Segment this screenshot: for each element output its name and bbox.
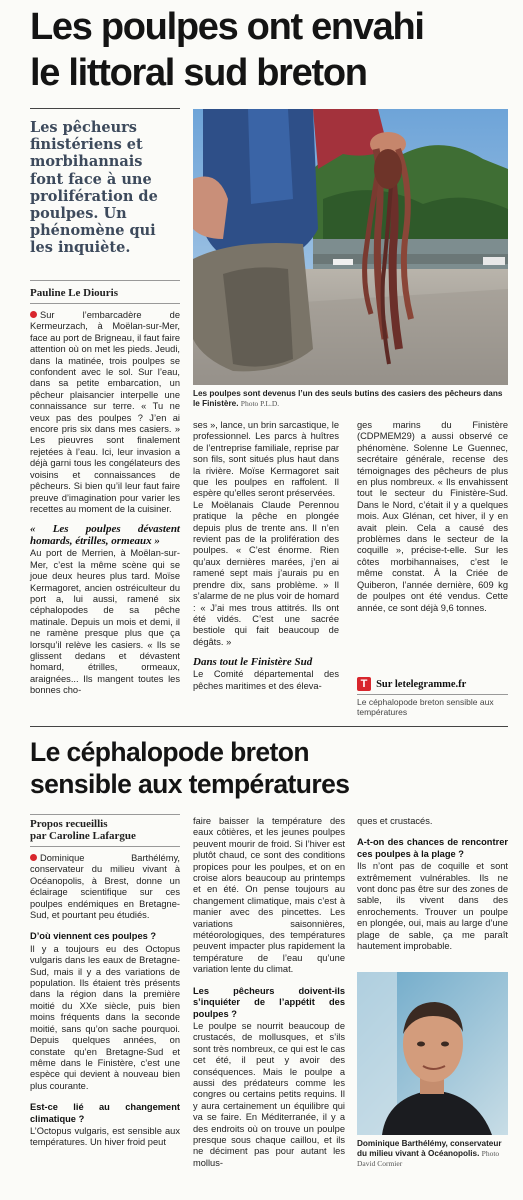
web-promo-text: Le céphalopode breton sensible aux températures [357,697,494,717]
author-rule-bottom [30,303,180,304]
secondary-headline-line-1: Le céphalopode breton [30,737,309,767]
article1-paragraph-5: Le Comité départemental des pêches maritimes et des éleva- [193,669,339,691]
portrait-photo [357,972,508,1135]
byline [30,818,136,842]
article1-paragraph-2: Au port de Merrien, à Moëlan-sur-Mer, c’est la même scène qui se joue deux heures plus tard. Moïse Kermagoret, ancien ostréiculteur du port a, lui aussi, ramené six céphalopodes de sa pêche matinale. Depuis un mois et demi, il ne ramène presque plus que ça lorsqu’il relève les casiers. « Ils se glissent dedans et dévastent homard, étrilles, ormeaux, araignées... Ils mangent toutes les bonnes cho- [30,548,180,696]
answer-4: Ils n’ont pas de coquille et sont extrêmement vulnérables. Ils ne vont donc pas être sur des zones de sable, ils vivent dans des enrochements. Trouver un poulpe en plongée, oui, mais au large d’une plage de sable, ça me paraît hautement improbable. [357,861,508,952]
answer-3: Le poulpe se nourrit beaucoup de crustacés, de mollusques, et s’ils sont très nombreux, ce qui est le cas cet été, il peut y avoir des conséquences. Mais le poulpe a aussi des prédateurs comme les congres ou certains petits requins. Il y aura certainement un équilibre qui va se faire. En Méditerranée, il y a des endroits où on trouve un poulpe presque sous chaque caillou, et ils ne déciment pas pour autant les mollus- [193,1020,345,1168]
portrait-caption [357,1139,508,1169]
web-promo-title[interactable]: Sur letelegramme.fr [376,679,467,690]
intertitle-2: Dans tout le Finistère Sud [193,656,313,669]
intertitle-1: « Les poulpes dévastent homards, étrilles, ormeaux » [30,523,180,548]
photo-caption-text: Les poulpes sont devenus l’un des seuls butins des casiers des pêcheurs dans le Finistère. [193,389,503,408]
question-3: Les pêcheurs doivent-ils s’inquiéter de l’appétit des poulpes ? [193,985,345,1019]
article1-paragraph-3: ses », lance, un brin sarcastique, le professionnel. Les parcs à huîtres de l’entreprise familiale, reprise par son fils, sont situés plus haut dans la rivière. Moïse Kermagoret sait que les poulpes en raffolent. Il espère qu’elles seront préservées. [193,420,339,499]
author-name: Pauline Le Diouris [30,287,119,299]
article1-paragraph-6: ges marins du Finistère (CDPMEM29) a aussi observé ce phénomène. Solenne Le Guennec, secrétaire générale, recense des témoignages des pêcheurs de plus en plus nombreux. « Ils envahissent tout le secteur du Finistère-Sud. Dans le Nord, c’était il y a quelques mois. Aux Glénan, cet hiver, il y en avait plein. Cela a causé des problèmes dans le secteur de la coquille », précise-t-elle. Sur les côtes morbihannaises, c’est le même constat. À la Criée de Quiberon, l’année dernière, 609 kg de poulpes ont été vendus. Cette année, ce sont déjà 9,6 tonnes. [357,420,508,613]
interview-column-1 [30,853,180,1149]
portrait-caption-text: Dominique Barthélémy, conservateur du milieu vivant à Océanopolis. [357,1139,502,1158]
web-promo-rule [357,694,508,695]
portrait-illustration [357,972,508,1135]
headline-line-1: Les poulpes ont envahi [30,6,424,48]
question-4: A-t-on des chances de rencontrer ces poulpes à la plage ? [357,837,508,859]
secondary-headline [30,736,430,800]
octopus-photo-illustration [193,109,508,385]
photo-caption [193,389,508,409]
headline [30,4,510,96]
photo-credit: Photo P.L.D. [240,399,280,408]
interview-intro-text: Dominique Barthélémy, conservateur du milieu vivant à Océanopolis, à Brest, donne un éclairage scientifique sur ces poulpes endémiques en Bretagne-Sud, et pourtant peu étudiés. [30,853,180,921]
answer-2-continued: faire baisser la température des eaux côtières, et les jeunes poulpes peuvent mourir de froid. Si l’hiver est plutôt chaud, ce sont des conditions propices pour les poulpes, et on en croise alors beaucoup au printemps et en été. On pense toujours au changement climatique, mais c’est à manier avec des pincettes. Les variations saisonnières, météorologiques, des températures peuvent impacter plus rapidement la température de l’eau qu’une variation lente du climat. [193,816,345,975]
article1-column-1 [30,310,180,697]
interview-column-2 [193,816,345,1169]
byline-line-2: par Caroline Lafargue [30,830,136,842]
red-dot-icon-2 [30,854,37,861]
question-1: D’où viennent ces poulpes ? [30,931,157,942]
portrait-credit: Photo David Cormier [357,1149,500,1168]
question-2: Est-ce lié au changement climatique ? [30,1102,180,1124]
byline-line-1: Propos recueillis [30,818,108,830]
article-separator [30,726,508,727]
interview-intro [30,853,180,921]
author-rule [30,280,180,281]
answer-3-end: ques et crustacés. [357,816,433,826]
byline-rule-bottom [30,846,180,847]
secondary-headline-line-2: sensible aux températures [30,769,350,799]
answer-1: Il y a toujours eu des Octopus vulgaris dans les eaux de Bretagne-Sud, mais il y a des variations de population. Ils étaient très présents dans la région dans la première moitié du XXe siècle, puis bien moins fréquents dans la seconde moitié, sans qu’on sache pourquoi. Depuis quelques années, on constate qu’en Bretagne-Sud et même dans le Finistère, c’est une espèce qui devient à nouveau bien plus courante. [30,943,180,1091]
chapeau-top-rule [30,108,180,109]
octopus-photo [193,109,508,385]
article1-lead-text: Sur l’embarcadère de Kermeurzach, à Moëlan-sur-Mer, face au port de Brigneau, il faut faire attention où on met les pieds. Jeudi, dans la matinée, trois poulpes se confondent avec le sol. Sur l’eau, dans sa petite embarcation, un pêcheur plaisancier interpelle une connaissance sur terre. « Tu ne veux pas des poulpes ? J’en ai encore pris six dans mes casiers. » Les pieuvres sont finalement rejetées à l’eau. Ici, leur invasion a déjà garni tous les congélateurs des voisins et connaissances de pêcheurs. Si bien qu’il leur faut faire preuve d’imagination pour varier les recettes au moment de la cuisiner. [30,310,180,514]
article1-paragraph-4: Le Moëlanais Claude Perennou pratique la pêche en plongée depuis plus de trente ans. Il n’en revient pas de la prolifération des poulpes. « C’est énorme. Rien qu’aux dernières marées, j’en ai ramené sept mais j’aurais pu en prendre dix, sans problème. » Il s’alarme de ne plus voir de homard : « J’ai mes trous attitrés. Ils ont été vidés. C’est une sacrée bestiole qui fait beaucoup de dégâts. » [193,499,339,647]
byline-rule [30,814,180,815]
answer-2-start: L’Octopus vulgaris, est sensible aux températures. Un hiver froid peut [30,1125,180,1148]
chapeau: Les pêcheurs finistériens et morbihannais font face à une prolifération de poulpes. Un phénomène qui les inquiète. [30,119,158,257]
telegramme-logo-icon: T [357,677,371,691]
article1-column-2 [193,420,339,692]
red-dot-icon [30,311,37,318]
web-promo[interactable] [357,672,508,717]
article1-column-3 [357,420,508,614]
headline-line-2: le littoral sud breton [30,52,367,94]
interview-column-3 [357,816,508,952]
article1-paragraph-1 [30,310,180,515]
